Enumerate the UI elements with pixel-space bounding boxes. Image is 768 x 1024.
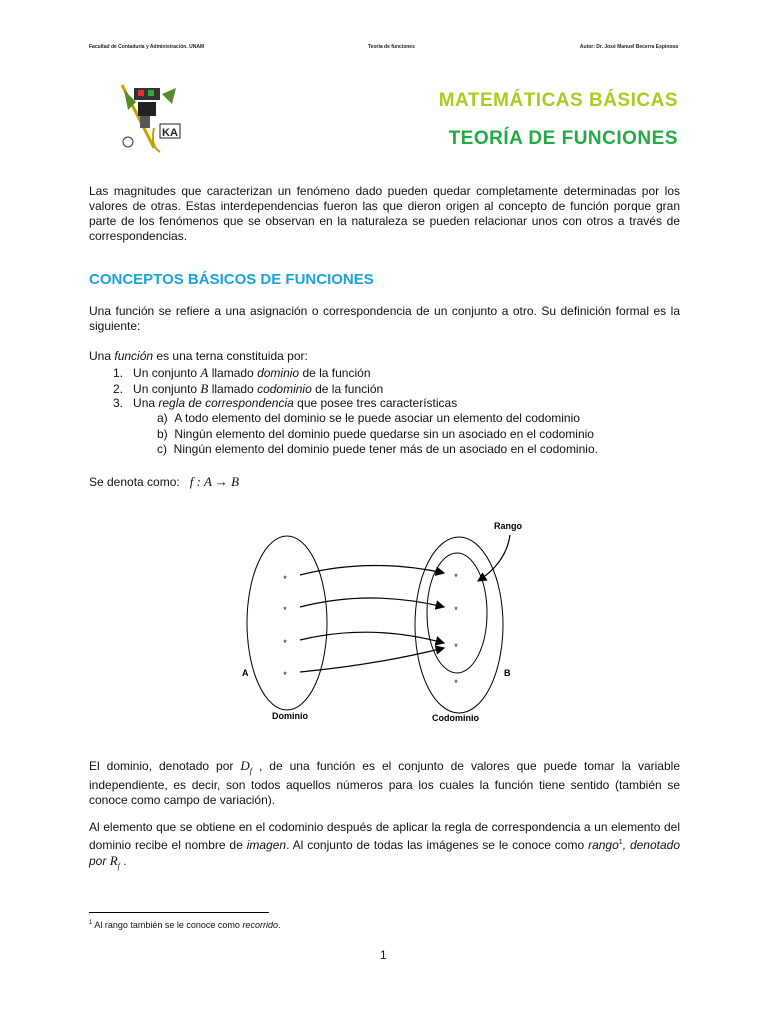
domain-point: * bbox=[283, 605, 287, 615]
domain-set-ellipse bbox=[247, 536, 327, 710]
header-center: Teoría de funciones bbox=[368, 44, 415, 50]
notation-line: Se denota como: f : A → B bbox=[89, 474, 240, 489]
codomain-point: * bbox=[454, 572, 458, 582]
footnote: $^1$ Al rango también se le conoce como recorrido. bbox=[89, 920, 281, 930]
function-mapping-diagram bbox=[230, 515, 530, 730]
range-pointer-arrow bbox=[478, 535, 510, 581]
image-paragraph: Al elemento que se obtiene en el codominio después de aplicar la regla de correspondencia a un elemento del dominio recibe el nombre de imagen. Al conjunto de todas las imágenes se le conoce como rango$^1$, denotado por $R_f$ . bbox=[89, 820, 680, 871]
university-logo bbox=[110, 80, 210, 160]
list-item: 1. Un conjunto A llamado dominio de la función bbox=[113, 365, 371, 380]
intro-paragraph: Las magnitudes que caracterizan un fenómeno dado pueden quedar completamente determinadas por los valores de otras. Estas interdependencias fueron las que dieron origen al concepto de función porque gran parte de los fenómenos que se observan en la naturaleza se pueden relacionar unos con otros a través de correspondencias. bbox=[89, 184, 680, 243]
definition-intro: Una función se refiere a una asignación o correspondencia de un conjunto a otro. Su definición formal es la siguiente: bbox=[89, 304, 680, 333]
range-label: Rango bbox=[494, 521, 522, 531]
section-title: CONCEPTOS BÁSICOS DE FUNCIONES bbox=[89, 271, 374, 288]
domain-point: * bbox=[283, 670, 287, 680]
domain-point: * bbox=[283, 638, 287, 648]
domain-label: Dominio bbox=[272, 711, 308, 721]
document-title: TEORÍA DE FUNCIONES bbox=[448, 128, 678, 149]
set-b-label: B bbox=[504, 668, 511, 678]
list-subitem: b) Ningún elemento del dominio puede quedarse sin un asociado en el codominio bbox=[157, 427, 594, 441]
svg-text:KA: KA bbox=[162, 127, 178, 139]
course-title: MATEMÁTICAS BÁSICAS bbox=[438, 90, 678, 111]
mapping-arrow bbox=[300, 632, 444, 643]
codomain-label: Codominio bbox=[432, 713, 479, 723]
header-right: Autor: Dr. José Manuel Becerra Espinosa bbox=[579, 44, 678, 50]
list-subitem: a) A todo elemento del dominio se le puede asociar un elemento del codominio bbox=[157, 411, 580, 425]
mapping-arrow bbox=[300, 598, 444, 607]
mapping-arrow bbox=[300, 565, 444, 575]
function-notation: f : A → B bbox=[189, 474, 240, 489]
codomain-point: * bbox=[454, 605, 458, 615]
set-a-label: A bbox=[242, 668, 249, 678]
terna-line: Una función es una terna constituida por: bbox=[89, 349, 308, 363]
codomain-set-ellipse bbox=[415, 537, 503, 713]
codomain-point: * bbox=[454, 642, 458, 652]
header-left: Facultad de Contaduría y Administración. UNAM bbox=[89, 44, 205, 50]
list-item: 2. Un conjunto B llamado codominio de la función bbox=[113, 381, 384, 396]
list-item: 3. Una regla de correspondencia que posee tres características bbox=[113, 396, 458, 410]
list-subitem: c) Ningún elemento del dominio puede tener más de un asociado en el codominio. bbox=[157, 442, 598, 456]
domain-paragraph: El dominio, denotado por $D_f$ , de una función es el conjunto de valores que puede tomar la variable independiente, es decir, son todos aquellos números para los cuales la función tiene sentido (también se conoce como campo de variación). bbox=[89, 758, 680, 808]
page-number: 1 bbox=[380, 948, 387, 962]
codomain-point: * bbox=[454, 678, 458, 688]
domain-point: * bbox=[283, 574, 287, 584]
footnote-separator bbox=[89, 912, 269, 913]
